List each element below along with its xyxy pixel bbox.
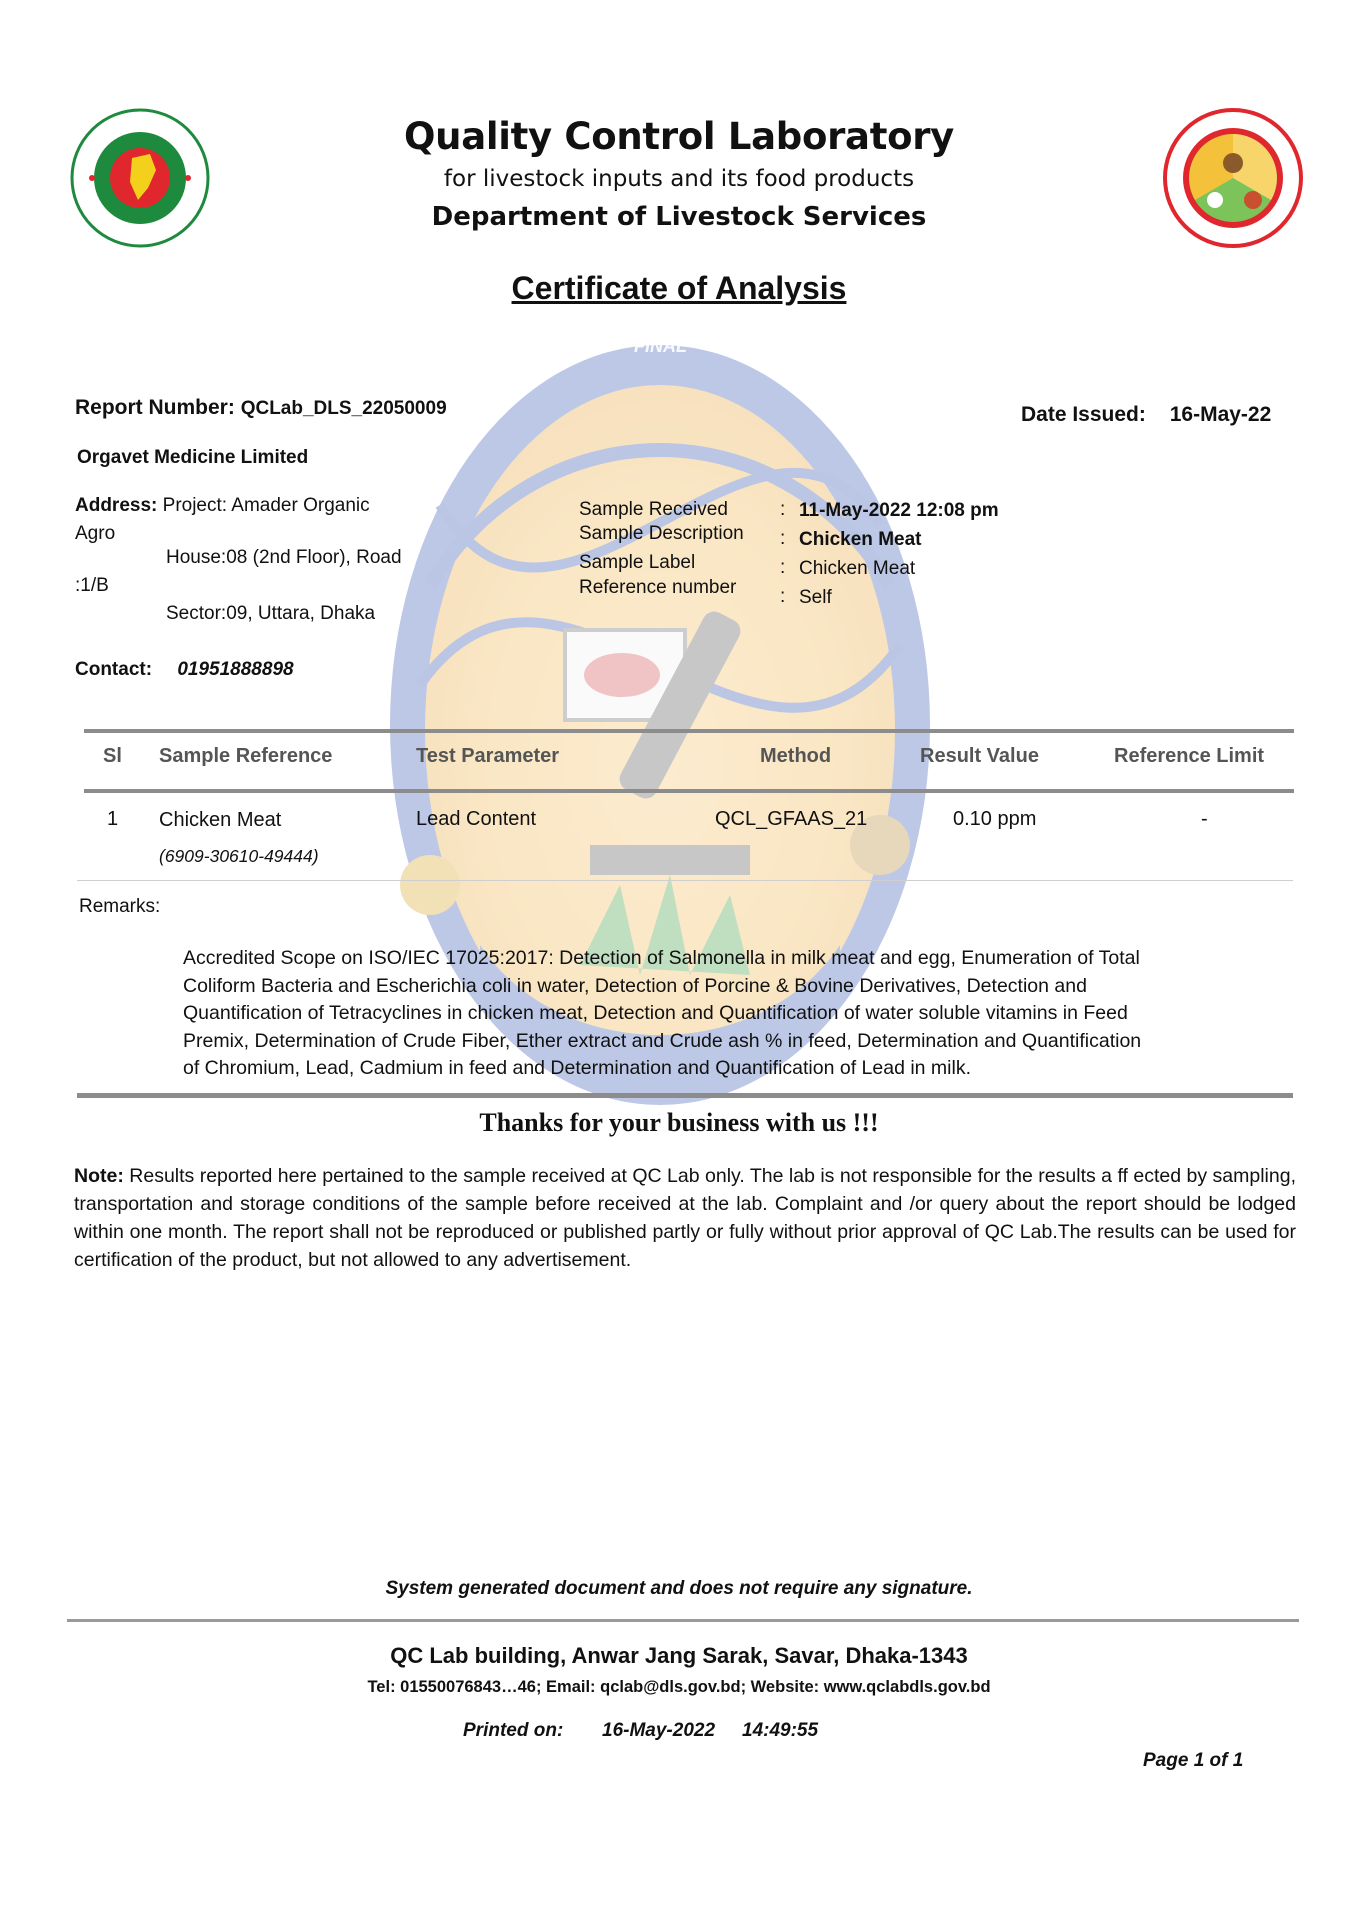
lab-subtitle: for livestock inputs and its food products: [443, 166, 915, 192]
reference-number-value: Self: [799, 587, 832, 608]
watermark-final-label: FINAL: [634, 336, 687, 356]
note-text: Results reported here pertained to the sample received at QC Lab only. The lab is not responsible for the results a ff ected by sampling, transportation and storage conditions of the sample before received at the lab. Complaint and /or query about the report should be lodged within one month. The report shall not be reproduced or published partly or fully without prior approval of QC Lab.The results can be used for certification of the product, but not allowed to any advertisement.: [74, 1165, 1296, 1271]
sample-info-values: [799, 496, 999, 612]
lab-address: QC Lab building, Anwar Jang Sarak, Savar, Dhaka-1343: [390, 1643, 968, 1668]
cell-reference-limit: -: [1201, 808, 1208, 830]
separator: :: [780, 557, 786, 578]
note-label: Note:: [74, 1165, 124, 1187]
address-line-1: Project: Amader Organic: [162, 495, 370, 516]
header-sl: Sl: [103, 745, 122, 767]
system-generated-notice: System generated document and does not require any signature.: [385, 1578, 973, 1599]
header-test-parameter: Test Parameter: [416, 745, 560, 767]
separator: :: [780, 528, 786, 549]
remarks-line: Coliform Bacteria and Escherichia coli in water, Detection of Porcine & Bovine Derivatives, Detection and: [183, 974, 1087, 997]
cell-sample-reference: Chicken Meat: [159, 809, 282, 831]
address-line-4: :1/B: [75, 575, 109, 596]
cell-test-parameter: Lead Content: [416, 808, 537, 830]
date-issued: [1021, 403, 1271, 427]
printed-on-date: 16-May-2022: [602, 1720, 716, 1741]
header-result-value: Result Value: [920, 745, 1039, 767]
address-line-3: House:08 (2nd Floor), Road: [166, 547, 402, 568]
separator: :: [780, 586, 786, 607]
client-address: [75, 492, 370, 548]
date-issued-value: 16-May-22: [1169, 403, 1272, 426]
cell-method: QCL_GFAAS_21: [715, 808, 868, 830]
reference-number-label: Reference number: [579, 577, 737, 598]
table-top-rule: [84, 729, 1294, 733]
department-name: Department of Livestock Services: [431, 202, 927, 232]
sample-info-separators: [780, 495, 785, 611]
header-sample-reference: Sample Reference: [159, 745, 333, 767]
sample-info-labels: [579, 495, 744, 602]
cell-sample-code: (6909-30610-49444): [159, 846, 319, 866]
thanks-message: Thanks for your business with us !!!: [479, 1108, 879, 1137]
remarks-text: [183, 945, 1203, 1083]
address-line-5: Sector:09, Uttara, Dhaka: [166, 603, 376, 624]
sample-label-value: Chicken Meat: [799, 558, 916, 579]
page-number: Page 1 of 1: [1143, 1750, 1244, 1771]
cell-sl: 1: [107, 808, 119, 830]
sample-description-value: Chicken Meat: [799, 529, 922, 550]
header-reference-limit: Reference Limit: [1114, 745, 1265, 767]
sample-description-label: Sample Description: [579, 523, 744, 544]
footer-rule: [67, 1619, 1299, 1622]
sample-received-value: 11-May-2022 12:08 pm: [799, 500, 999, 521]
contact-value: 01951888898: [177, 659, 294, 680]
contact: [75, 659, 294, 681]
report-number-label: Report Number:: [75, 396, 235, 419]
date-issued-label: Date Issued:: [1021, 403, 1146, 426]
report-number-value: QCLab_DLS_22050009: [240, 398, 447, 419]
address-label: Address:: [75, 495, 158, 516]
remarks-line: Quantification of Tetracyclines in chicken meat, Detection and Quantification of water soluble vitamins in Feed: [183, 1002, 1128, 1024]
client-name: Orgavet Medicine Limited: [77, 447, 309, 468]
remarks-bottom-rule: [77, 1093, 1293, 1098]
header-method: Method: [760, 745, 832, 767]
remarks-label: Remarks:: [79, 896, 161, 917]
printed-on-label: Printed on:: [463, 1720, 564, 1741]
remarks-line: of Chromium, Lead, Cadmium in feed and Determination and Quantification of Lead in milk.: [183, 1057, 971, 1079]
disclaimer-note: [74, 1162, 1296, 1274]
table-header-rule: [84, 789, 1294, 793]
address-line-2: Agro: [75, 523, 116, 544]
remarks-line: Accredited Scope on ISO/IEC 17025:2017: Detection of Salmonella in milk meat and egg, Enumeration of Total: [183, 947, 1140, 969]
remarks-line: Premix, Determination of Crude Fiber, Ether extract and Crude ash % in feed, Determination and Quantification: [183, 1029, 1142, 1052]
certificate-title: Certificate of Analysis: [511, 270, 847, 306]
cell-result-value: 0.10 ppm: [953, 808, 1037, 830]
sample-label-label: Sample Label: [579, 552, 696, 573]
lab-title: Quality Control Laboratory: [404, 115, 954, 158]
lab-contact-info: Tel: 01550076843…46; Email: qclab@dls.gov.bd; Website: www.qclabdls.gov.bd: [367, 1678, 991, 1696]
report-number: [75, 396, 447, 420]
contact-label: Contact:: [75, 659, 153, 680]
sample-received-label: Sample Received: [579, 499, 728, 520]
table-row-divider: [77, 880, 1293, 881]
separator: :: [780, 499, 786, 520]
printed-on-time: 14:49:55: [742, 1720, 819, 1741]
